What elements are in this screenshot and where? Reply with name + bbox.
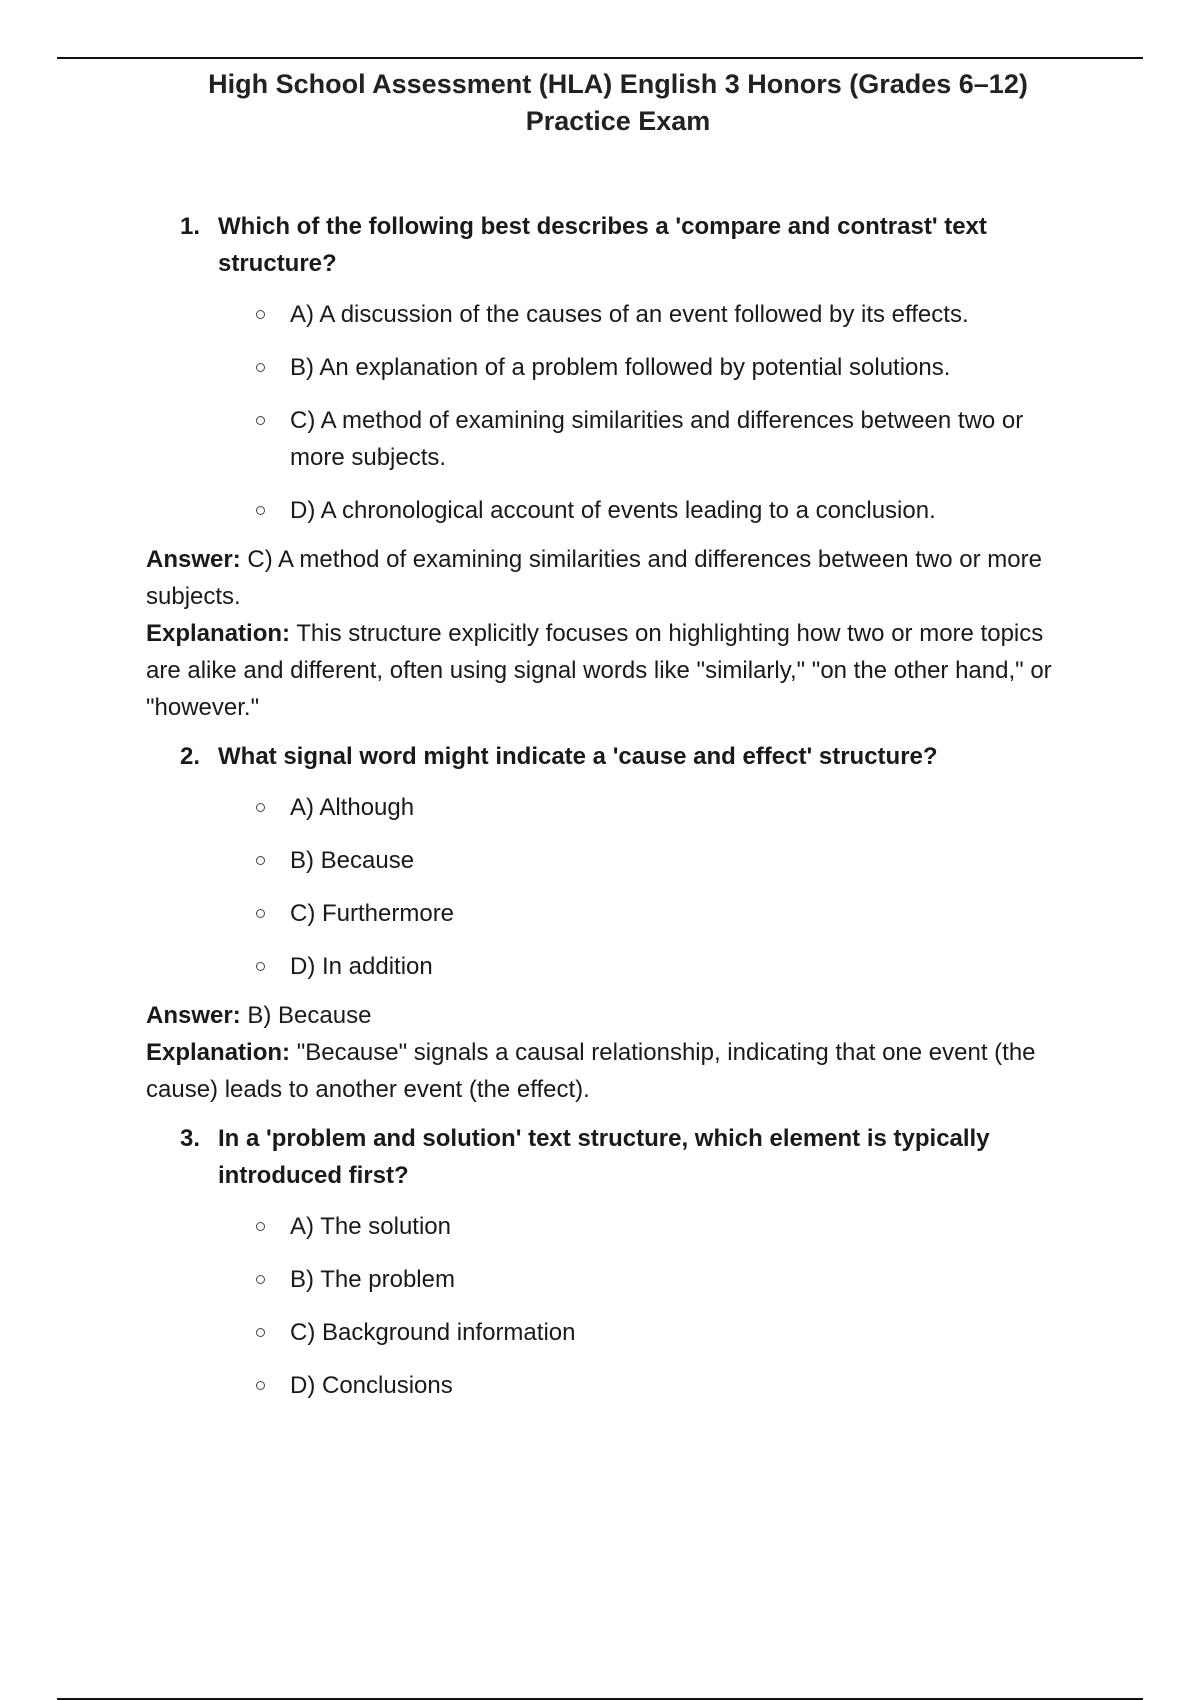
answer-block (0, 541, 1200, 726)
title-line-1: High School Assessment (HLA) English 3 Honors (Grades 6–12) (208, 69, 1028, 99)
question-text (0, 208, 1200, 282)
question-text (0, 738, 1200, 775)
option-b[interactable] (0, 349, 1200, 386)
option-c[interactable] (0, 895, 1200, 932)
option-a[interactable] (0, 296, 1200, 333)
explanation-line (146, 615, 1075, 726)
explanation-label: Explanation: (146, 1039, 291, 1066)
answer-text: B) Because (247, 1002, 372, 1029)
document-title (0, 66, 1200, 140)
option-d[interactable] (0, 492, 1200, 529)
option-label: C) Furthermore (290, 900, 455, 927)
explanation-line (146, 1034, 1075, 1108)
option-a[interactable] (0, 789, 1200, 826)
circle-bullet-icon (256, 1222, 265, 1231)
question-number: 3. (180, 1125, 201, 1152)
question-text (0, 1120, 1200, 1194)
option-c[interactable] (0, 1314, 1200, 1351)
option-label: D) Conclusions (290, 1372, 453, 1399)
exam-content (0, 208, 1200, 1420)
option-label: B) The problem (290, 1266, 455, 1293)
answer-line (146, 541, 1075, 615)
circle-bullet-icon (256, 962, 265, 971)
question-number: 1. (180, 213, 201, 240)
circle-bullet-icon (256, 363, 265, 372)
question-2 (0, 738, 1200, 1108)
option-label: C) Background information (290, 1319, 576, 1346)
question-number: 2. (180, 743, 201, 770)
explanation-text: "Because" signals a causal relationship, indicating that one event (the cause) leads to another event (the effect). (146, 1039, 1036, 1103)
circle-bullet-icon (256, 803, 265, 812)
answer-line (146, 997, 1075, 1034)
option-list (0, 296, 1200, 529)
answer-label: Answer: (146, 546, 241, 573)
circle-bullet-icon (256, 1275, 265, 1284)
circle-bullet-icon (256, 416, 265, 425)
option-label: A) Although (290, 794, 415, 821)
explanation-label: Explanation: (146, 620, 291, 647)
option-label: A) A discussion of the causes of an event followed by its effects. (290, 301, 969, 328)
option-b[interactable] (0, 842, 1200, 879)
option-list (0, 789, 1200, 985)
question-prompt: In a 'problem and solution' text structure, which element is typically introduced first? (218, 1125, 990, 1189)
option-label: D) In addition (290, 953, 433, 980)
circle-bullet-icon (256, 506, 265, 515)
option-a[interactable] (0, 1208, 1200, 1245)
answer-label: Answer: (146, 1002, 241, 1029)
option-d[interactable] (0, 1367, 1200, 1404)
option-label: B) Because (290, 847, 415, 874)
answer-block (0, 997, 1200, 1108)
circle-bullet-icon (256, 1328, 265, 1337)
top-rule (57, 57, 1143, 59)
circle-bullet-icon (256, 856, 265, 865)
answer-text: C) A method of examining similarities and differences between two or more subjects. (146, 546, 1042, 610)
circle-bullet-icon (256, 1381, 265, 1390)
option-c[interactable] (0, 402, 1200, 476)
option-d[interactable] (0, 948, 1200, 985)
option-b[interactable] (0, 1261, 1200, 1298)
circle-bullet-icon (256, 909, 265, 918)
explanation-text: This structure explicitly focuses on highlighting how two or more topics are alike and different, often using signal words like "similarly," "on the other hand," or "however." (146, 620, 1052, 721)
circle-bullet-icon (256, 310, 265, 319)
title-line-2: Practice Exam (525, 106, 711, 136)
question-prompt: What signal word might indicate a 'cause and effect' structure? (218, 743, 938, 770)
option-label: D) A chronological account of events leading to a conclusion. (290, 497, 936, 524)
option-label: A) The solution (290, 1213, 451, 1240)
question-prompt: Which of the following best describes a 'compare and contrast' text structure? (218, 213, 987, 277)
option-label: C) A method of examining similarities and differences between two or more subjects. (290, 407, 1024, 471)
option-list (0, 1208, 1200, 1404)
question-3 (0, 1120, 1200, 1404)
option-label: B) An explanation of a problem followed by potential solutions. (290, 354, 951, 381)
question-1 (0, 208, 1200, 726)
